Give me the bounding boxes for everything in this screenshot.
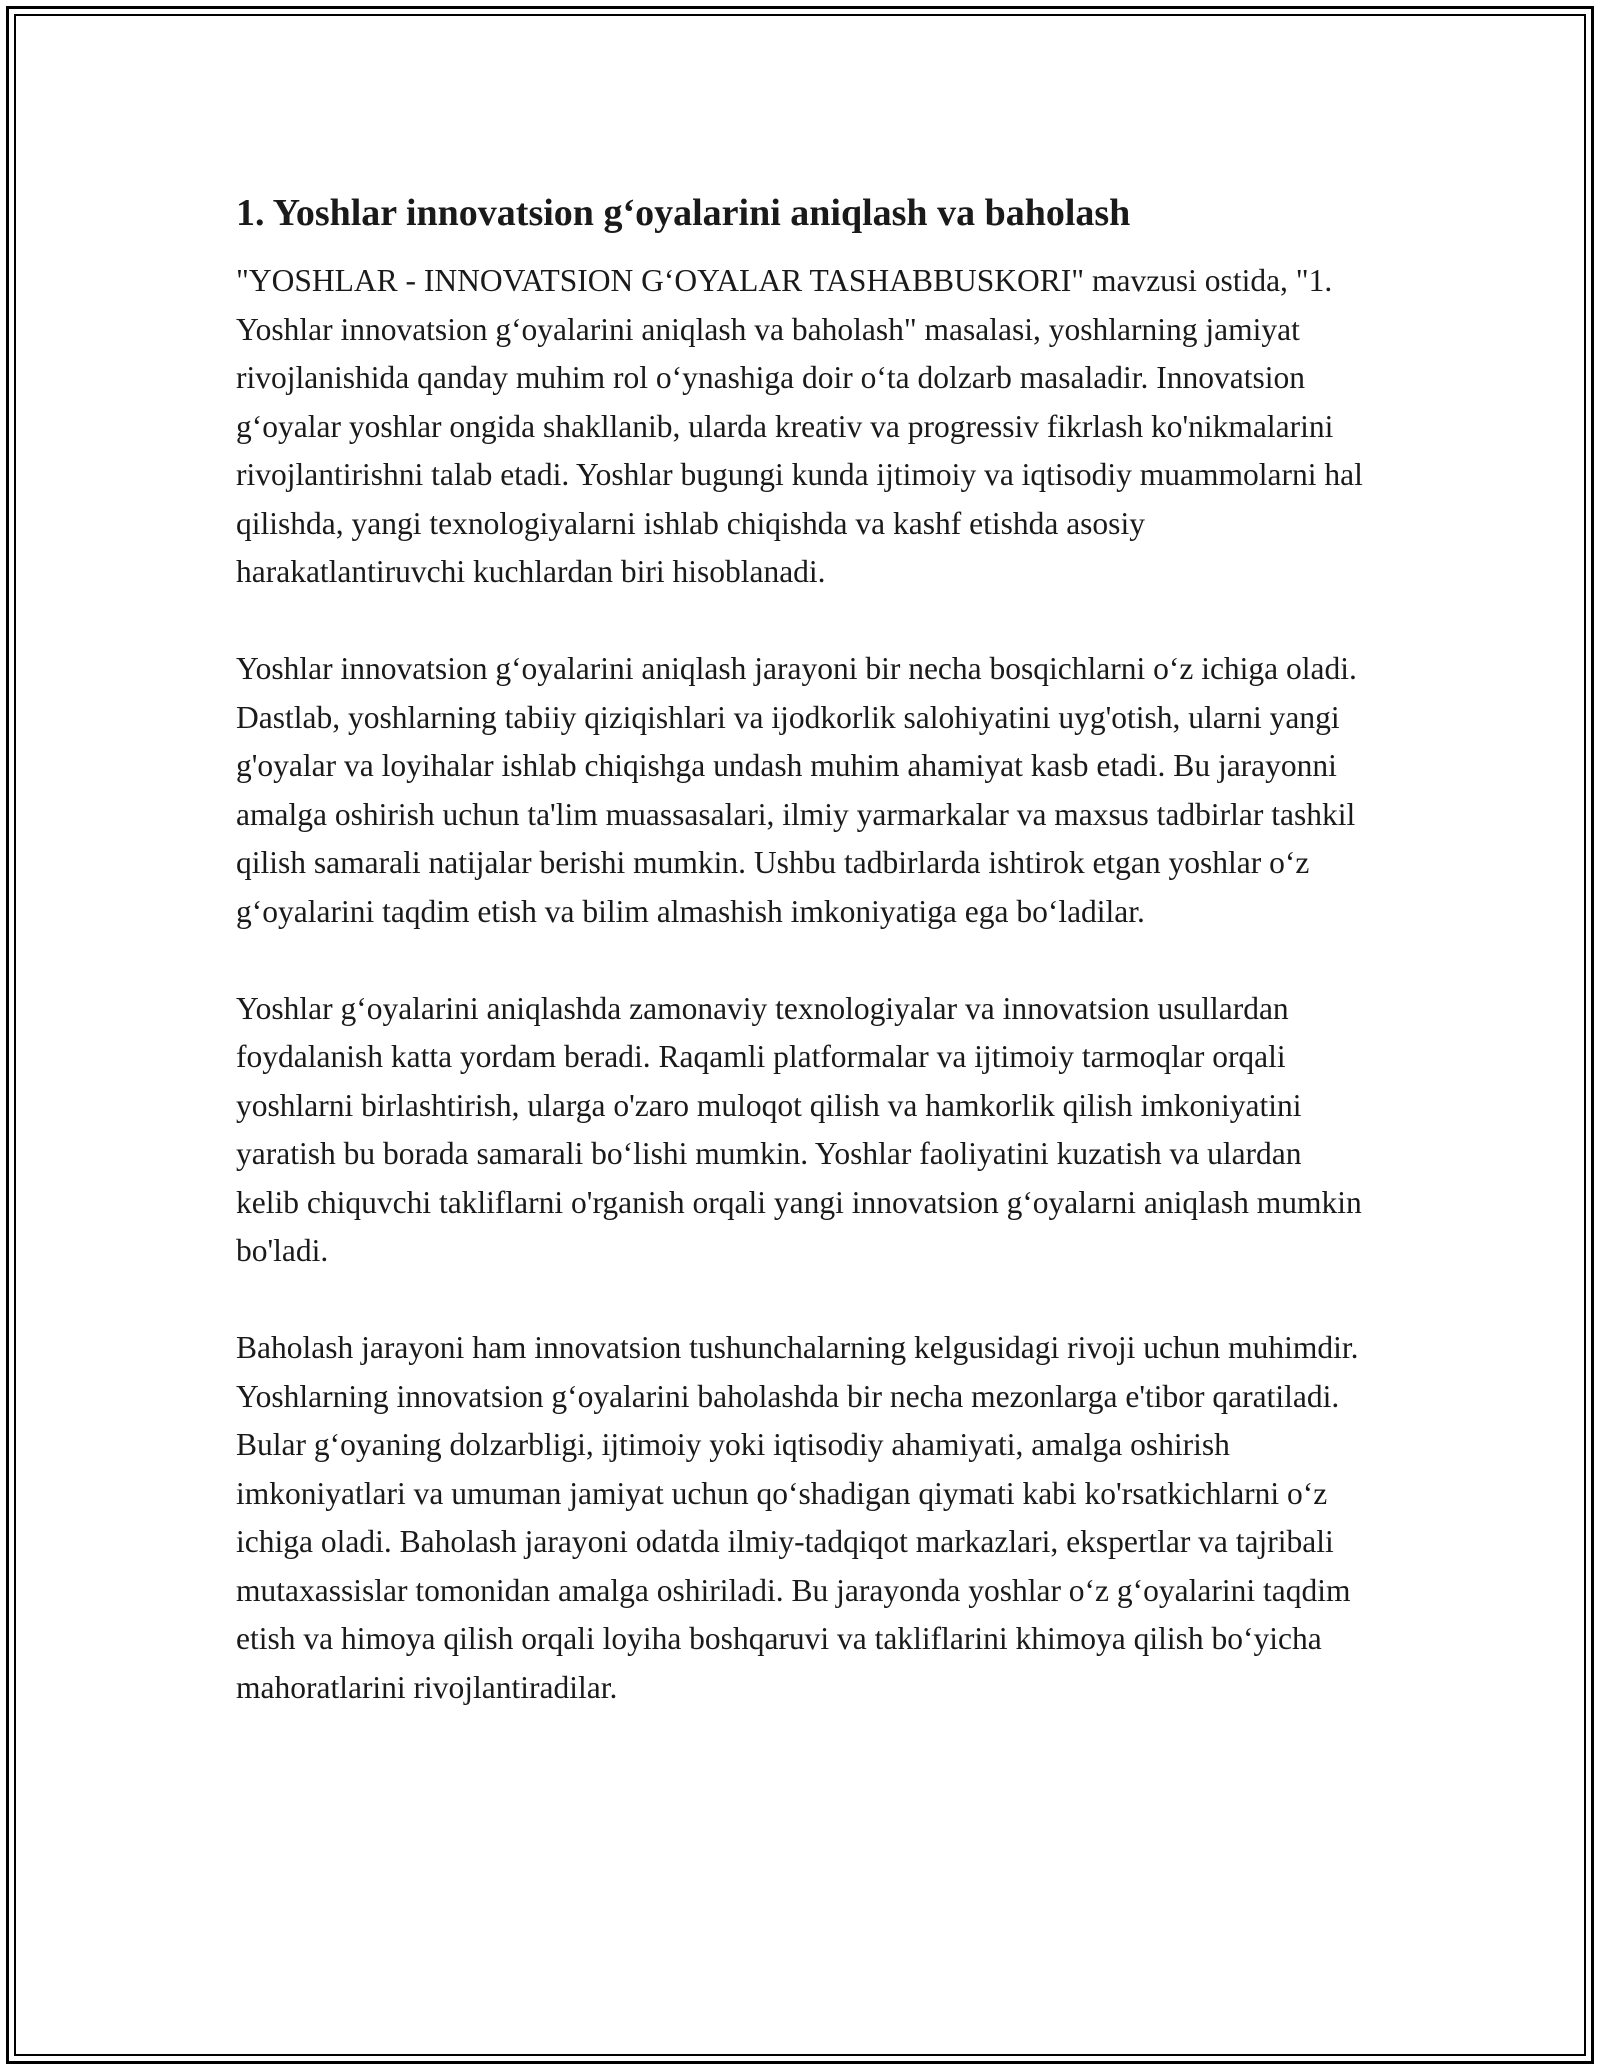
document-body — [236, 185, 1366, 1712]
paragraph-3: Yoshlar g‘oyalarini aniqlashda zamonaviy texnologiyalar va innovatsion usullardan foydalanish katta yordam beradi. Raqamli platformalar va ijtimoiy tarmoqlar orqali yoshlarni birlashtirish, ularga o'zaro muloqot qilish va hamkorlik qilish imkoniyatini yaratish bu borada samarali bo‘lishi mumkin. Yoshlar faoliyatini kuzatish va ulardan kelib chiquvchi takliflarni o'rganish orqali yangi innovatsion g‘oyalarni aniqlash mumkin bo'ladi. — [236, 990, 1362, 1268]
paragraph-2: Yoshlar innovatsion g‘oyalarini aniqlash jarayoni bir necha bosqichlarni o‘z ichiga oladi. Dastlab, yoshlarning tabiiy qiziqishlari va ijodkorlik salohiyatini uyg'otish, ularni yangi g'oyalar va loyihalar ishlab chiqishga undash muhim ahamiyat kasb etadi. Bu jarayonni amalga oshirish uchun ta'lim muassasalari, ilmiy yarmarkalar va maxsus tadbirlar tashkil qilish samarali natijalar berishi mumkin. Ushbu tadbirlarda ishtirok etgan yoshlar o‘z g‘oyalarini taqdim etish va bilim almashish imkoniyatiga ega bo‘ladilar. — [236, 651, 1357, 929]
paragraph-1: "YOSHLAR - INNOVATSION G‘OYALAR TASHABBUSKORI" mavzusi ostida, "1. Yoshlar innovatsion g‘oyalarini aniqlash va baholash" masalasi, yoshlarning jamiyat rivojlanishida qanday muhim rol o‘ynashiga doir o‘ta dolzarb masaladir. Innovatsion g‘oyalar yoshlar ongida shakllanib, ularda kreativ va progressiv fikrlash ko'nikmalarini rivojlantirishni talab etadi. Yoshlar bugungi kunda ijtimoiy va iqtisodiy muammolarni hal qilishda, yangi texnologiyalarni ishlab chiqishda va kashf etishda asosiy harakatlantiruvchi kuchlardan biri hisoblanadi. — [236, 263, 1363, 589]
paragraph-4: Baholash jarayoni ham innovatsion tushunchalarning kelgusidagi rivoji uchun muhimdir. Yoshlarning innovatsion g‘oyalarini baholashda bir necha mezonlarga e'tibor qaratiladi. Bular g‘oyaning dolzarbligi, ijtimoiy yoki iqtisodiy ahamiyati, amalga oshirish imkoniyatlari va umuman jamiyat uchun qo‘shadigan qiymati kabi ko'rsatkichlarni o‘z ichiga oladi. Baholash jarayoni odatda ilmiy-tadqiqot markazlari, ekspertlar va tajribali mutaxassislar tomonidan amalga oshiriladi. Bu jarayonda yoshlar o‘z g‘oyalarini taqdim etish va himoya qilish orqali loyiha boshqaruvi va takliflarini khimoya qilish bo‘yicha mahoratlarini rivojlantiradilar. — [236, 1330, 1359, 1705]
section-heading: 1. Yoshlar innovatsion g‘oyalarini aniqlash va baholash — [236, 192, 1131, 234]
